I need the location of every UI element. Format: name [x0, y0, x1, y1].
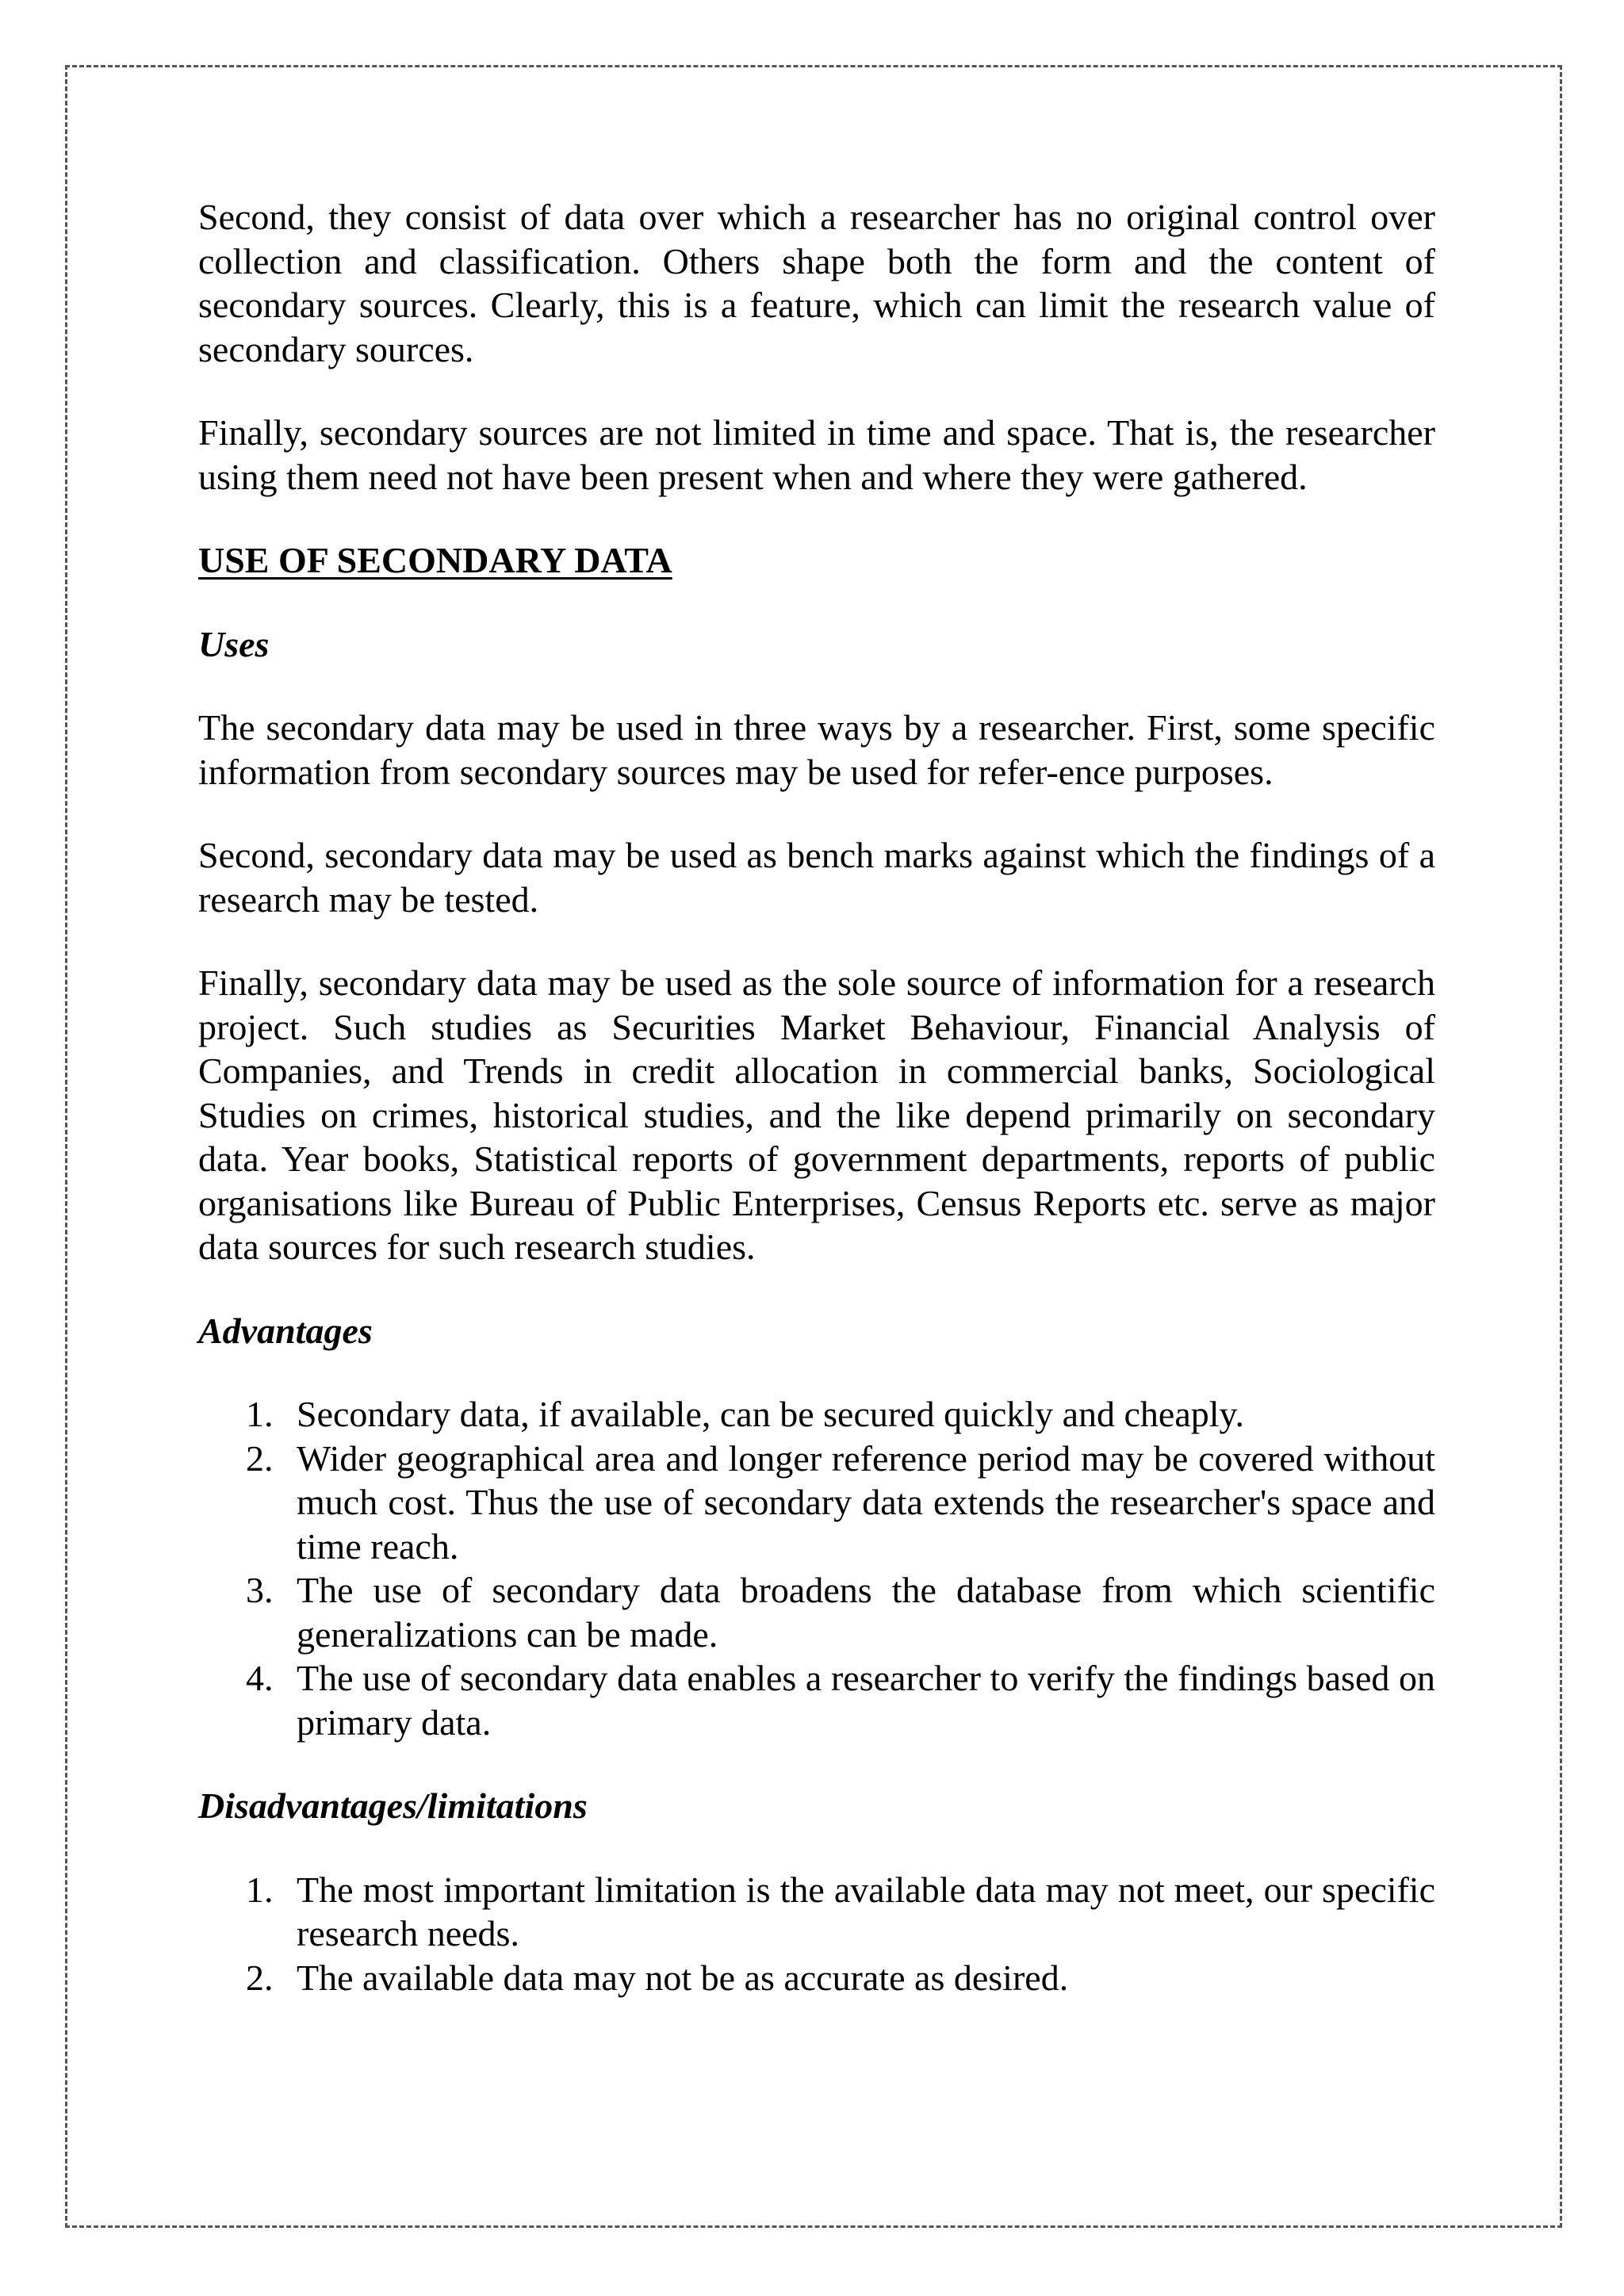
list-item-text: The use of secondary data broadens the database from which scientific generalizations can be made.: [297, 1570, 1435, 1655]
section-heading: USE OF SECONDARY DATA: [198, 540, 672, 580]
list-item: [198, 1568, 1435, 1656]
intro-paragraph: Finally, secondary sources are not limited in time and space. That is, the researcher using them need not have been present when and where they were gathered.: [198, 412, 1435, 497]
list-item-text: The most important limitation is the available data may not meet, our specific research needs.: [297, 1869, 1435, 1954]
intro-paragraph: Second, they consist of data over which a researcher has no original control over collection and classification. Others shape both the form and the content of secondary sources. Clearly, this is a feature, which can limit the research value of secondary sources.: [198, 197, 1435, 369]
disadvantages-list: [198, 1868, 1435, 2000]
advantages-list: [198, 1392, 1435, 1744]
advantages-subheading: Advantages: [198, 1310, 373, 1351]
list-item: [198, 1437, 1435, 1569]
list-number: 1.: [246, 1869, 274, 1910]
document-body: [198, 195, 1435, 2039]
uses-paragraph: Second, secondary data may be used as bench marks against which the findings of a research may be tested.: [198, 835, 1435, 920]
uses-subheading: Uses: [198, 623, 270, 664]
list-item-text: Wider geographical area and longer reference period may be covered without much cost. Thus the use of secondary data extends the researcher's space and time reach.: [297, 1437, 1435, 1567]
list-item: [198, 1656, 1435, 1744]
list-item: [198, 1868, 1435, 1956]
list-number: 3.: [246, 1570, 274, 1610]
list-number: 2.: [246, 1957, 274, 1998]
list-item-text: The available data may not be as accurate as desired.: [297, 1957, 1069, 1998]
list-item-text: Secondary data, if available, can be secured quickly and cheaply.: [297, 1394, 1245, 1434]
disadvantages-subheading: Disadvantages/limitations: [198, 1785, 588, 1826]
uses-paragraph: Finally, secondary data may be used as the sole source of information for a research project. Such studies as Securities Market Behaviour, Financial Analysis of Companies, and Trends in credit allocation in commercial banks, Sociological Studies on crimes, historical studies, and the like depend primarily on secondary data. Year books, Statistical reports of government departments, reports of public organisations like Bureau of Public Enterprises, Census Reports etc. serve as major data sources for such research studies.: [198, 962, 1435, 1267]
list-item: [198, 1956, 1435, 2000]
uses-paragraph: The secondary data may be used in three ways by a researcher. First, some specific information from secondary sources may be used for refer-ence purposes.: [198, 707, 1435, 792]
list-item-text: The use of secondary data enables a researcher to verify the findings based on primary data.: [297, 1658, 1435, 1743]
list-number: 4.: [246, 1658, 274, 1698]
list-number: 2.: [246, 1437, 274, 1479]
list-number: 1.: [246, 1394, 274, 1434]
list-item: [198, 1392, 1435, 1437]
